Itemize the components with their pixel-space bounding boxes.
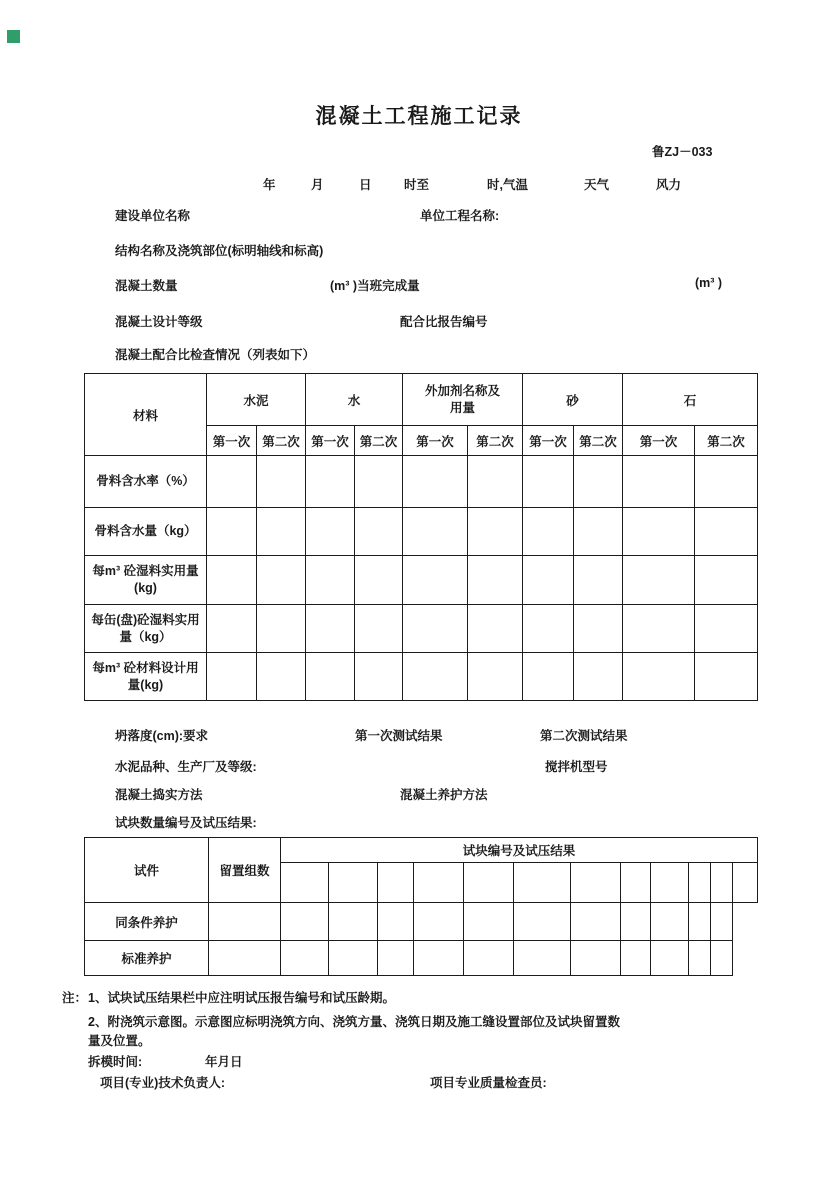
blank-cell — [574, 653, 623, 701]
row-label-standard-curing: 标准养护 — [85, 941, 209, 976]
demould-time-label: 拆模时间: — [88, 1055, 143, 1069]
quantity-unit-label: (m³ )当班完成量 — [330, 279, 420, 293]
test1-label: 第一次测试结果 — [355, 729, 443, 743]
blank-cell — [689, 903, 711, 941]
blank-cell — [355, 456, 403, 508]
blank-cell — [281, 903, 329, 941]
mix-report-no-label: 配合比报告编号 — [400, 315, 488, 329]
blank-cell — [711, 903, 733, 941]
blank-cell — [306, 508, 355, 556]
blank-cell — [523, 556, 574, 605]
row-label-same-condition: 同条件养护 — [85, 903, 209, 941]
blank-cell — [207, 556, 257, 605]
blank-cell — [621, 863, 651, 903]
blank-cell — [207, 653, 257, 701]
col-group-stone: 石 — [623, 374, 758, 426]
blank-cell — [623, 653, 695, 701]
blank-cell — [329, 941, 378, 976]
blank-cell — [257, 456, 306, 508]
mix-table-corner: 材料 — [85, 374, 207, 456]
blank-cell — [695, 653, 758, 701]
subheader-first: 第一次 — [523, 426, 574, 456]
blank-cell — [695, 605, 758, 653]
blank-cell — [733, 863, 758, 903]
wind-label: 风力 — [656, 178, 682, 192]
construction-unit-label: 建设单位名称 — [115, 209, 191, 223]
blank-cell — [695, 556, 758, 605]
date-day-label: 日 — [359, 178, 372, 192]
design-grade-label: 混凝土设计等级 — [115, 315, 203, 329]
subheader-second: 第二次 — [257, 426, 306, 456]
slump-label: 坍落度(cm):要求 — [115, 729, 209, 743]
blank-cell — [464, 941, 514, 976]
specimen-table — [84, 837, 758, 976]
blank-cell — [355, 508, 403, 556]
form-code: 鲁ZJ－033 — [652, 145, 713, 159]
date-year-label: 年 — [263, 178, 276, 192]
blank-cell — [257, 605, 306, 653]
col-group-water: 水 — [306, 374, 403, 426]
blank-cell — [306, 605, 355, 653]
blank-cell — [514, 863, 571, 903]
blank-cell — [468, 456, 523, 508]
blank-cell — [621, 941, 651, 976]
blank-cell — [574, 456, 623, 508]
blank-cell — [257, 556, 306, 605]
row-label-wet-per-batch: 每缶(盘)砼湿料实用量（kg） — [85, 605, 207, 653]
subheader-second: 第二次 — [468, 426, 523, 456]
concrete-quantity-label: 混凝土数量 — [115, 279, 178, 293]
blank-cell — [306, 556, 355, 605]
time-temp-label: 时,气温 — [487, 178, 528, 192]
blank-cell — [207, 508, 257, 556]
blank-cell — [523, 653, 574, 701]
blank-cell — [403, 556, 468, 605]
row-label-wet-per-m3: 每m³ 砼湿料实用量(kg) — [85, 556, 207, 605]
blank-cell — [623, 605, 695, 653]
blank-cell — [651, 903, 689, 941]
date-month-label: 月 — [311, 178, 324, 192]
subheader-first: 第一次 — [403, 426, 468, 456]
mix-proportion-table — [84, 373, 758, 701]
blank-cell — [378, 941, 414, 976]
blank-cell — [378, 863, 414, 903]
row-label-water-content: 骨料含水量（kg） — [85, 508, 207, 556]
block-result-span-header: 试块编号及试压结果 — [281, 838, 758, 863]
blank-cell — [414, 941, 464, 976]
blank-cell — [281, 941, 329, 976]
blank-cell — [574, 605, 623, 653]
col-group-admixture: 外加剂名称及用量 — [403, 374, 523, 426]
blank-cell — [257, 508, 306, 556]
blank-cell — [623, 556, 695, 605]
subheader-first: 第一次 — [623, 426, 695, 456]
blank-cell — [523, 508, 574, 556]
blank-cell — [623, 456, 695, 508]
blank-cell — [711, 863, 733, 903]
blank-cell — [281, 863, 329, 903]
subheader-second: 第二次 — [574, 426, 623, 456]
demould-time-value: 年月日 — [205, 1055, 243, 1069]
blank-cell — [464, 863, 514, 903]
blank-cell — [403, 605, 468, 653]
blank-cell — [403, 456, 468, 508]
page-title: 混凝土工程施工记录 — [315, 105, 523, 128]
blank-cell — [571, 863, 621, 903]
blank-cell — [403, 508, 468, 556]
blank-cell — [571, 903, 621, 941]
completed-unit-label: (m³ ) — [695, 276, 723, 290]
col-group-cement: 水泥 — [207, 374, 306, 426]
blank-cell — [329, 863, 378, 903]
page-corner-marker — [7, 30, 20, 43]
subheader-first: 第一次 — [306, 426, 355, 456]
blank-cell — [711, 941, 733, 976]
subheader-second: 第二次 — [695, 426, 758, 456]
blank-cell — [514, 941, 571, 976]
note-1: 1、试块试压结果栏中应注明试压报告编号和试压龄期。 — [88, 991, 395, 1005]
blank-cell — [651, 863, 689, 903]
unit-project-label: 单位工程名称: — [420, 209, 500, 223]
curing-label: 混凝土养护方法 — [400, 788, 488, 802]
blank-cell — [695, 508, 758, 556]
mixer-model-label: 搅拌机型号 — [545, 760, 608, 774]
time-from-label: 时至 — [404, 178, 430, 192]
blank-cell — [355, 605, 403, 653]
test2-label: 第二次测试结果 — [540, 729, 628, 743]
compaction-label: 混凝土捣实方法 — [115, 788, 203, 802]
col-group-sand: 砂 — [523, 374, 623, 426]
subheader-second: 第二次 — [355, 426, 403, 456]
blank-cell — [464, 903, 514, 941]
structure-label: 结构名称及浇筑部位(标明轴线和标高) — [115, 244, 324, 258]
specimen-corner: 试件 — [85, 838, 209, 903]
tech-lead-label: 项目(专业)技术负责人: — [100, 1076, 225, 1090]
blank-cell — [468, 556, 523, 605]
note-2-line2: 量及位置。 — [88, 1034, 151, 1048]
blank-cell — [574, 508, 623, 556]
blank-cell — [468, 605, 523, 653]
blank-cell — [207, 456, 257, 508]
blank-cell — [651, 941, 689, 976]
blank-cell — [523, 605, 574, 653]
blank-cell — [571, 941, 621, 976]
blank-cell — [329, 903, 378, 941]
blank-cell — [689, 863, 711, 903]
blank-cell — [695, 456, 758, 508]
blank-cell — [355, 556, 403, 605]
blank-cell — [378, 903, 414, 941]
blank-cell — [689, 941, 711, 976]
blank-cell — [574, 556, 623, 605]
qc-inspector-label: 项目专业质量检查员: — [430, 1076, 547, 1090]
blank-cell — [514, 903, 571, 941]
note-2-line1: 2、附浇筑示意图。示意图应标明浇筑方向、浇筑方量、浇筑日期及施工缝设置部位及试块留置数 — [88, 1015, 620, 1029]
row-label-moisture-rate: 骨料含水率（%） — [85, 456, 207, 508]
weather-label: 天气 — [584, 178, 610, 192]
blank-cell — [468, 508, 523, 556]
blank-cell — [414, 903, 464, 941]
blank-cell — [468, 653, 523, 701]
retained-groups-header: 留置组数 — [209, 838, 281, 903]
blank-cell — [257, 653, 306, 701]
note-label: 注： — [62, 991, 88, 1005]
mix-check-label: 混凝土配合比检查情况（列表如下） — [115, 348, 316, 362]
blocks-line-label: 试块数量编号及试压结果: — [115, 816, 257, 830]
blank-cell — [306, 653, 355, 701]
cement-brand-label: 水泥品种、生产厂及等级: — [115, 760, 257, 774]
blank-cell — [414, 863, 464, 903]
blank-cell — [621, 903, 651, 941]
blank-cell — [306, 456, 355, 508]
blank-cell — [523, 456, 574, 508]
blank-cell — [403, 653, 468, 701]
blank-cell — [355, 653, 403, 701]
blank-cell — [209, 941, 281, 976]
subheader-first: 第一次 — [207, 426, 257, 456]
row-label-design-per-m3: 每m³ 砼材料设计用量(kg) — [85, 653, 207, 701]
blank-cell — [209, 903, 281, 941]
blank-cell — [623, 508, 695, 556]
blank-cell — [207, 605, 257, 653]
